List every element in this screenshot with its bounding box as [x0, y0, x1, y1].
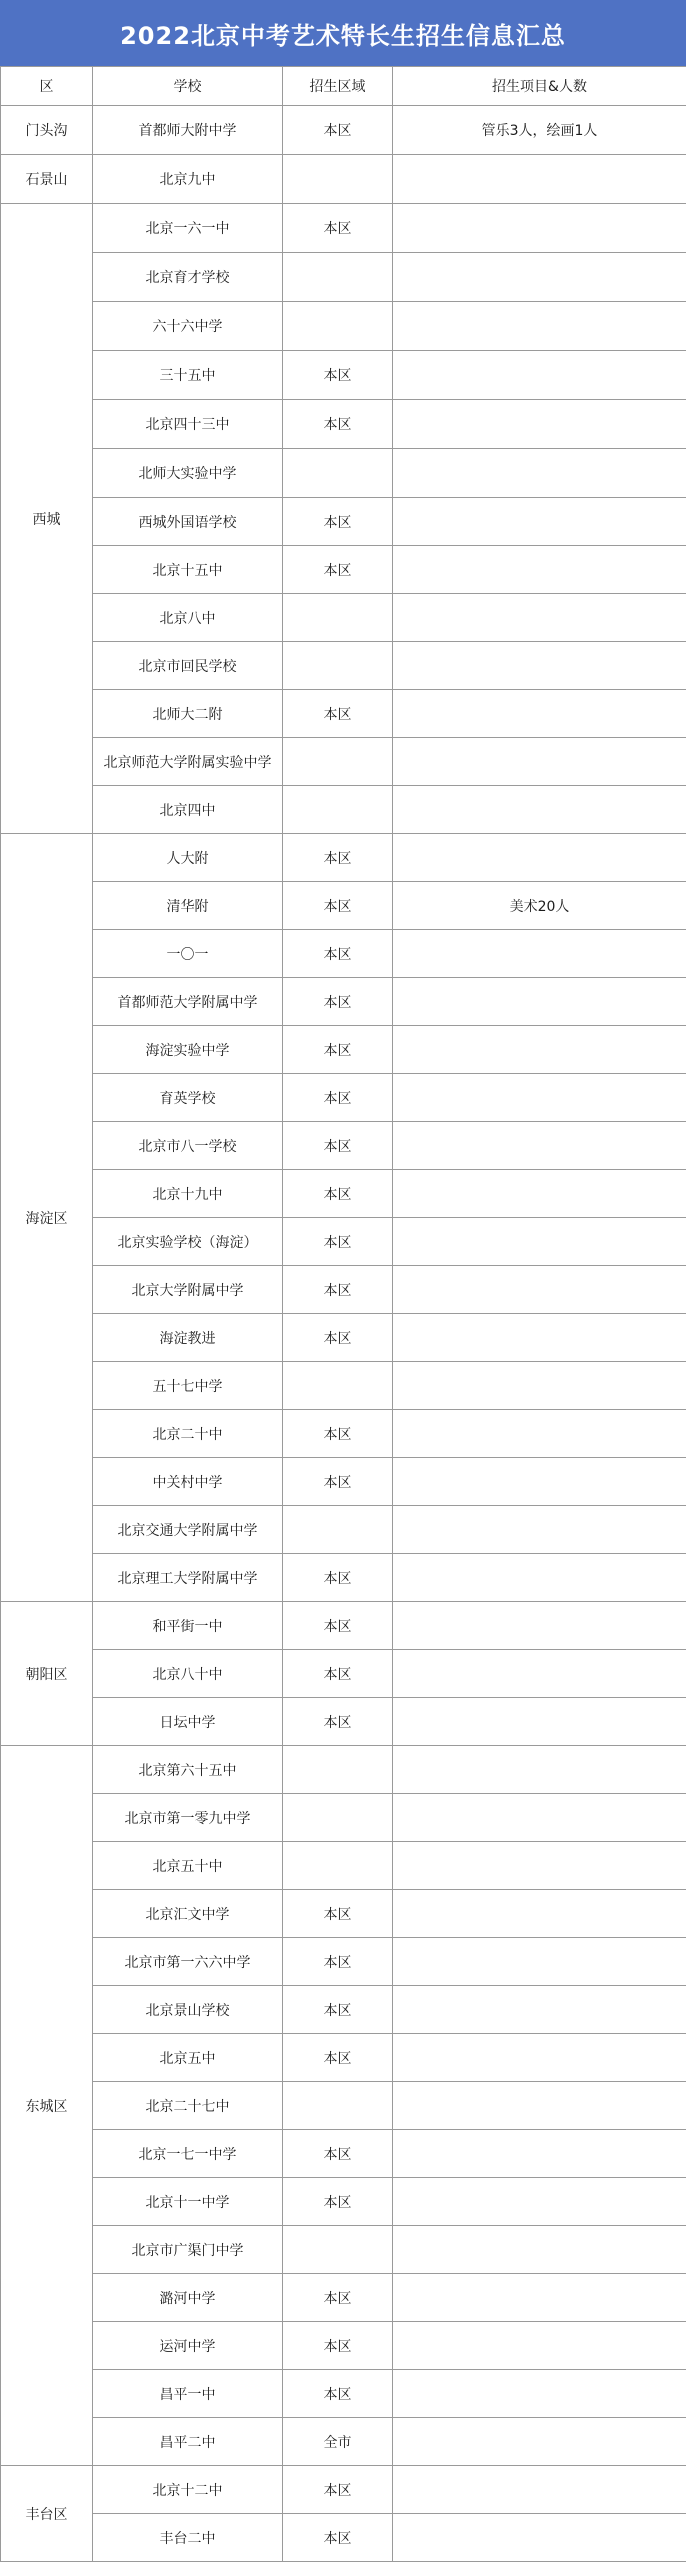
- table-row: [1, 155, 686, 204]
- school-cell: 三十五中: [93, 351, 283, 400]
- school-cell: 北京二十七中: [93, 2082, 283, 2130]
- school-cell: 中关村中学: [93, 1458, 283, 1506]
- area-cell: 本区: [283, 1938, 393, 1986]
- area-cell: [283, 1842, 393, 1890]
- table-row: [1, 1074, 686, 1122]
- items-cell: 管乐3人，绘画1人: [393, 106, 686, 155]
- school-cell: 昌平一中: [93, 2370, 283, 2418]
- items-cell: [393, 1698, 686, 1746]
- items-cell: [393, 2034, 686, 2082]
- area-cell: 本区: [283, 978, 393, 1026]
- items-cell: [393, 1890, 686, 1938]
- school-cell: 北京四中: [93, 786, 283, 834]
- items-cell: [393, 1602, 686, 1650]
- table-row: [1, 1218, 686, 1266]
- area-cell: 本区: [283, 1986, 393, 2034]
- table-row: [1, 1938, 686, 1986]
- table-row: [1, 2466, 686, 2514]
- area-cell: 本区: [283, 1602, 393, 1650]
- area-cell: 本区: [283, 2130, 393, 2178]
- area-cell: 本区: [283, 2034, 393, 2082]
- table-row: [1, 1794, 686, 1842]
- school-cell: 北京市回民学校: [93, 642, 283, 690]
- items-cell: [393, 1026, 686, 1074]
- area-cell: 本区: [283, 1698, 393, 1746]
- area-cell: [283, 449, 393, 498]
- school-cell: 六十六中学: [93, 302, 283, 351]
- table-row: [1, 1554, 686, 1602]
- items-cell: [393, 1122, 686, 1170]
- school-cell: 北京交通大学附属中学: [93, 1506, 283, 1554]
- school-cell: 北京实验学校（海淀）: [93, 1218, 283, 1266]
- items-cell: [393, 1074, 686, 1122]
- area-cell: 本区: [283, 2466, 393, 2514]
- table-row: [1, 1314, 686, 1362]
- items-cell: [393, 1986, 686, 2034]
- table-body: [1, 106, 686, 2562]
- area-cell: 本区: [283, 1122, 393, 1170]
- area-cell: 本区: [283, 106, 393, 155]
- school-cell: 昌平二中: [93, 2418, 283, 2466]
- table-row: [1, 1698, 686, 1746]
- table-row: [1, 882, 686, 930]
- table-row: [1, 1026, 686, 1074]
- items-cell: [393, 2370, 686, 2418]
- header-school: 学校: [93, 67, 283, 106]
- items-cell: [393, 978, 686, 1026]
- items-cell: [393, 642, 686, 690]
- school-cell: 北京育才学校: [93, 253, 283, 302]
- area-cell: 本区: [283, 351, 393, 400]
- table-row: [1, 1458, 686, 1506]
- table-row: [1, 978, 686, 1026]
- area-cell: [283, 2082, 393, 2130]
- table-row: [1, 2178, 686, 2226]
- table-row: [1, 834, 686, 882]
- school-cell: 人大附: [93, 834, 283, 882]
- items-cell: [393, 400, 686, 449]
- area-cell: 本区: [283, 204, 393, 253]
- items-cell: [393, 155, 686, 204]
- school-cell: 清华附: [93, 882, 283, 930]
- table-row: [1, 351, 686, 400]
- school-cell: 潞河中学: [93, 2274, 283, 2322]
- items-cell: [393, 2178, 686, 2226]
- school-cell: 北京十一中学: [93, 2178, 283, 2226]
- items-cell: [393, 302, 686, 351]
- items-cell: [393, 351, 686, 400]
- school-cell: 丰台二中: [93, 2514, 283, 2562]
- area-cell: 本区: [283, 834, 393, 882]
- items-cell: [393, 1266, 686, 1314]
- area-cell: 本区: [283, 1266, 393, 1314]
- items-cell: [393, 2274, 686, 2322]
- school-cell: 北京八十中: [93, 1650, 283, 1698]
- items-cell: [393, 690, 686, 738]
- area-cell: [283, 1506, 393, 1554]
- school-cell: 北京市第一六六中学: [93, 1938, 283, 1986]
- items-cell: [393, 204, 686, 253]
- items-cell: [393, 1554, 686, 1602]
- items-cell: [393, 738, 686, 786]
- table-row: [1, 1650, 686, 1698]
- table-row: [1, 1746, 686, 1794]
- items-cell: [393, 2514, 686, 2562]
- items-cell: [393, 594, 686, 642]
- items-cell: [393, 1650, 686, 1698]
- table-row: [1, 2322, 686, 2370]
- school-cell: 日坛中学: [93, 1698, 283, 1746]
- school-cell: 北京景山学校: [93, 1986, 283, 2034]
- school-cell: 北京五中: [93, 2034, 283, 2082]
- school-cell: 北京汇文中学: [93, 1890, 283, 1938]
- school-cell: 北京一七一中学: [93, 2130, 283, 2178]
- area-cell: [283, 253, 393, 302]
- header-items: 招生项目&人数: [393, 67, 686, 106]
- school-cell: 北京市广渠门中学: [93, 2226, 283, 2274]
- items-cell: [393, 786, 686, 834]
- items-cell: [393, 253, 686, 302]
- items-cell: [393, 1362, 686, 1410]
- table-row: [1, 302, 686, 351]
- page-title: 2022北京中考艺术特长生招生信息汇总: [0, 0, 686, 66]
- items-cell: [393, 1842, 686, 1890]
- table-row: [1, 1602, 686, 1650]
- items-cell: [393, 2130, 686, 2178]
- school-cell: 北京理工大学附属中学: [93, 1554, 283, 1602]
- area-cell: 本区: [283, 690, 393, 738]
- table-row: [1, 738, 686, 786]
- table-row: [1, 1842, 686, 1890]
- table-row: [1, 204, 686, 253]
- table-row: [1, 1986, 686, 2034]
- area-cell: 本区: [283, 2178, 393, 2226]
- school-cell: 北京十五中: [93, 546, 283, 594]
- table-row: [1, 2034, 686, 2082]
- area-cell: 本区: [283, 498, 393, 546]
- school-cell: 一〇一: [93, 930, 283, 978]
- table-row: [1, 594, 686, 642]
- table-row: [1, 786, 686, 834]
- area-cell: 本区: [283, 1170, 393, 1218]
- table-row: [1, 2130, 686, 2178]
- area-cell: [283, 786, 393, 834]
- items-cell: [393, 2418, 686, 2466]
- district-cell: 丰台区: [1, 2466, 93, 2562]
- area-cell: 本区: [283, 2322, 393, 2370]
- area-cell: 本区: [283, 1650, 393, 1698]
- items-cell: [393, 449, 686, 498]
- table-row: [1, 2274, 686, 2322]
- table-row: [1, 1170, 686, 1218]
- area-cell: [283, 642, 393, 690]
- area-cell: 本区: [283, 1458, 393, 1506]
- items-cell: 美术20人: [393, 882, 686, 930]
- table-row: [1, 106, 686, 155]
- table-row: [1, 930, 686, 978]
- school-cell: 首都师大附中学: [93, 106, 283, 155]
- items-cell: [393, 1410, 686, 1458]
- school-cell: 北京九中: [93, 155, 283, 204]
- school-cell: 北京市第一零九中学: [93, 1794, 283, 1842]
- items-cell: [393, 2322, 686, 2370]
- items-cell: [393, 1314, 686, 1362]
- district-cell: 东城区: [1, 1746, 93, 2466]
- district-cell: 门头沟: [1, 106, 93, 155]
- table-row: [1, 2418, 686, 2466]
- school-cell: 北京一六一中: [93, 204, 283, 253]
- area-cell: [283, 1362, 393, 1410]
- table-row: [1, 449, 686, 498]
- school-cell: 北京五十中: [93, 1842, 283, 1890]
- header-row: [1, 67, 686, 106]
- area-cell: 本区: [283, 2370, 393, 2418]
- area-cell: 本区: [283, 1026, 393, 1074]
- school-cell: 北师大实验中学: [93, 449, 283, 498]
- school-cell: 海淀实验中学: [93, 1026, 283, 1074]
- table-row: [1, 2370, 686, 2418]
- school-cell: 首都师范大学附属中学: [93, 978, 283, 1026]
- school-cell: 北京二十中: [93, 1410, 283, 1458]
- table-row: [1, 1122, 686, 1170]
- area-cell: 本区: [283, 930, 393, 978]
- school-cell: 北京八中: [93, 594, 283, 642]
- area-cell: 本区: [283, 1314, 393, 1362]
- area-cell: [283, 1794, 393, 1842]
- school-cell: 北京十九中: [93, 1170, 283, 1218]
- table-row: [1, 642, 686, 690]
- school-cell: 北京十二中: [93, 2466, 283, 2514]
- table-row: [1, 546, 686, 594]
- items-cell: [393, 1938, 686, 1986]
- area-cell: 本区: [283, 2514, 393, 2562]
- area-cell: [283, 594, 393, 642]
- school-cell: 五十七中学: [93, 1362, 283, 1410]
- school-cell: 海淀教进: [93, 1314, 283, 1362]
- area-cell: [283, 155, 393, 204]
- items-cell: [393, 1218, 686, 1266]
- table-row: [1, 1362, 686, 1410]
- items-cell: [393, 930, 686, 978]
- area-cell: 本区: [283, 882, 393, 930]
- school-cell: 北京第六十五中: [93, 1746, 283, 1794]
- school-cell: 北师大二附: [93, 690, 283, 738]
- items-cell: [393, 546, 686, 594]
- area-cell: [283, 302, 393, 351]
- school-cell: 西城外国语学校: [93, 498, 283, 546]
- table-row: [1, 1890, 686, 1938]
- area-cell: 本区: [283, 400, 393, 449]
- table-row: [1, 2514, 686, 2562]
- area-cell: 本区: [283, 1074, 393, 1122]
- items-cell: [393, 834, 686, 882]
- header-district: 区: [1, 67, 93, 106]
- table-row: [1, 400, 686, 449]
- district-cell: 朝阳区: [1, 1602, 93, 1746]
- district-cell: 西城: [1, 204, 93, 834]
- area-cell: 本区: [283, 546, 393, 594]
- table-row: [1, 690, 686, 738]
- area-cell: 本区: [283, 1890, 393, 1938]
- table-row: [1, 498, 686, 546]
- school-cell: 北京四十三中: [93, 400, 283, 449]
- items-cell: [393, 1170, 686, 1218]
- items-cell: [393, 1794, 686, 1842]
- info-table: [0, 66, 686, 2562]
- school-cell: 北京师范大学附属实验中学: [93, 738, 283, 786]
- area-cell: 本区: [283, 1218, 393, 1266]
- area-cell: [283, 1746, 393, 1794]
- area-cell: 本区: [283, 2274, 393, 2322]
- area-cell: 本区: [283, 1554, 393, 1602]
- district-cell: 石景山: [1, 155, 93, 204]
- school-cell: 运河中学: [93, 2322, 283, 2370]
- items-cell: [393, 2466, 686, 2514]
- school-cell: 北京大学附属中学: [93, 1266, 283, 1314]
- area-cell: [283, 738, 393, 786]
- table-row: [1, 2226, 686, 2274]
- district-cell: 海淀区: [1, 834, 93, 1602]
- items-cell: [393, 2226, 686, 2274]
- school-cell: 育英学校: [93, 1074, 283, 1122]
- table-row: [1, 1266, 686, 1314]
- table-row: [1, 1410, 686, 1458]
- area-cell: 全市: [283, 2418, 393, 2466]
- header-area: 招生区域: [283, 67, 393, 106]
- school-cell: 和平街一中: [93, 1602, 283, 1650]
- table-row: [1, 2082, 686, 2130]
- items-cell: [393, 1506, 686, 1554]
- area-cell: 本区: [283, 1410, 393, 1458]
- school-cell: 北京市八一学校: [93, 1122, 283, 1170]
- table-row: [1, 1506, 686, 1554]
- table-row: [1, 253, 686, 302]
- items-cell: [393, 498, 686, 546]
- items-cell: [393, 1746, 686, 1794]
- items-cell: [393, 2082, 686, 2130]
- items-cell: [393, 1458, 686, 1506]
- area-cell: [283, 2226, 393, 2274]
